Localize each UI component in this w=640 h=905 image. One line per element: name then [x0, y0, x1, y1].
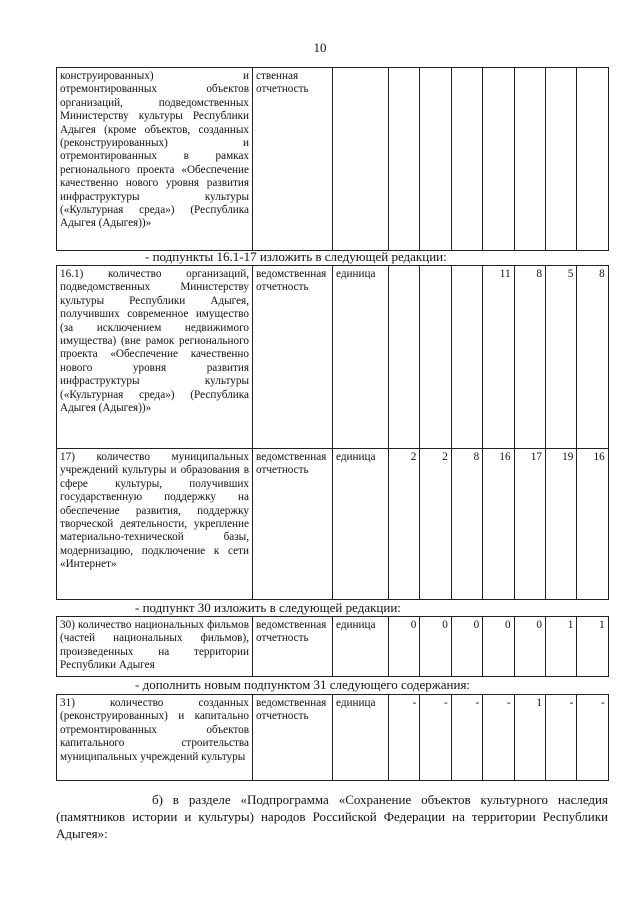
value-cell: 16 [483, 449, 514, 600]
value-cell: 0 [483, 617, 514, 677]
indicator-description: 17) количество муниципальных учреждений культуры и образования в сфере культуры, получивших государственную поддержку на обеспечение развития, поддержку творческой деятельности, укрепление материально-технической базы, модернизацию, подключение к сети «Интернет» [57, 449, 253, 600]
indicator-description: конструированных) и отремонтированных объектов организаций, подведомственных Министерству культуры Республики Адыгея (кроме объектов, созданных (реконструированных) и отремонтированных в рамках регионального проекта «Обеспечение качественно нового уровня развития инфраструктуры культуры («Культурная среда») (Республика Адыгея (Адыгея))» [57, 68, 253, 251]
value-cell: 8 [514, 266, 545, 449]
table-row-31 [56, 694, 609, 781]
value-cell: 11 [483, 266, 514, 449]
value-cell: - [451, 695, 482, 781]
value-cell: 0 [514, 617, 545, 677]
indicator-source: ведомственная отчетность [253, 266, 333, 449]
value-cell: 8 [577, 266, 608, 449]
value-cell: - [545, 695, 576, 781]
value-cell: 16 [577, 449, 608, 600]
value-cell: 2 [389, 449, 420, 600]
value-cell: - [483, 695, 514, 781]
value-cell: - [420, 695, 451, 781]
value-cell: 0 [420, 617, 451, 677]
indicator-description: 16.1) количество организаций, подведомственных Министерству культуры Республики Адыгея, получивших современное имущество (за исключением недвижимого имущества) (вне рамок регионального проекта «Обеспечение качественно нового уровня развития инфраструктуры культуры («Культурная среда») (Республика Адыгея (Адыгея))» [57, 266, 253, 449]
table-row [57, 617, 609, 677]
table-row [57, 695, 609, 781]
indicator-source: ведомственная отчетность [253, 449, 333, 600]
section-b-paragraph: б) в разделе «Подпрограмма «Сохранение объектов культурного наследия (памятников истории и культуры) народов Российской Федерации на территории Республики Адыгея»: [56, 792, 608, 841]
value-cell: 0 [389, 617, 420, 677]
value-cell: 19 [545, 449, 576, 600]
value-cell: - [577, 695, 608, 781]
page-number: 10 [313, 40, 327, 55]
value-cell: 5 [545, 266, 576, 449]
instruction-note: - подпункты 16.1-17 изложить в следующей редакции: [145, 249, 447, 264]
value-cell: 2 [420, 449, 451, 600]
table-rows-16-17 [56, 265, 609, 600]
value-cell: - [389, 695, 420, 781]
table-row [57, 449, 609, 600]
indicator-unit: единица [333, 695, 389, 781]
indicator-unit: единица [333, 449, 389, 600]
indicator-source: ведомственная отчетность [253, 695, 333, 781]
indicator-unit: единица [333, 266, 389, 449]
table-row [57, 266, 609, 449]
value-cell [451, 266, 482, 449]
value-cell: 1 [514, 695, 545, 781]
table-continuation [56, 67, 609, 251]
instruction-note: - дополнить новым подпунктом 31 следующего содержания: [135, 677, 471, 692]
indicator-source: ведомственная отчетность [253, 617, 333, 677]
value-cell: 17 [514, 449, 545, 600]
indicator-unit [333, 68, 389, 251]
value-cell: 1 [577, 617, 608, 677]
table-row-30 [56, 616, 609, 677]
instruction-note: - подпункт 30 изложить в следующей редакции: [135, 600, 401, 615]
value-cell: 0 [451, 617, 482, 677]
indicator-description: 31) количество созданных (реконструированных) и капитально отремонтированных объектов капитального строительства муниципальных учреждений культуры [57, 695, 253, 781]
value-cell: 1 [545, 617, 576, 677]
indicator-description: 30) количество национальных фильмов (частей национальных фильмов), произведенных на территории Республики Адыгея [57, 617, 253, 677]
value-cell [389, 266, 420, 449]
value-cell [420, 266, 451, 449]
value-cell: 8 [451, 449, 482, 600]
indicator-source: ственная отчетность [253, 68, 333, 251]
table-row [57, 68, 609, 251]
indicator-unit: единица [333, 617, 389, 677]
